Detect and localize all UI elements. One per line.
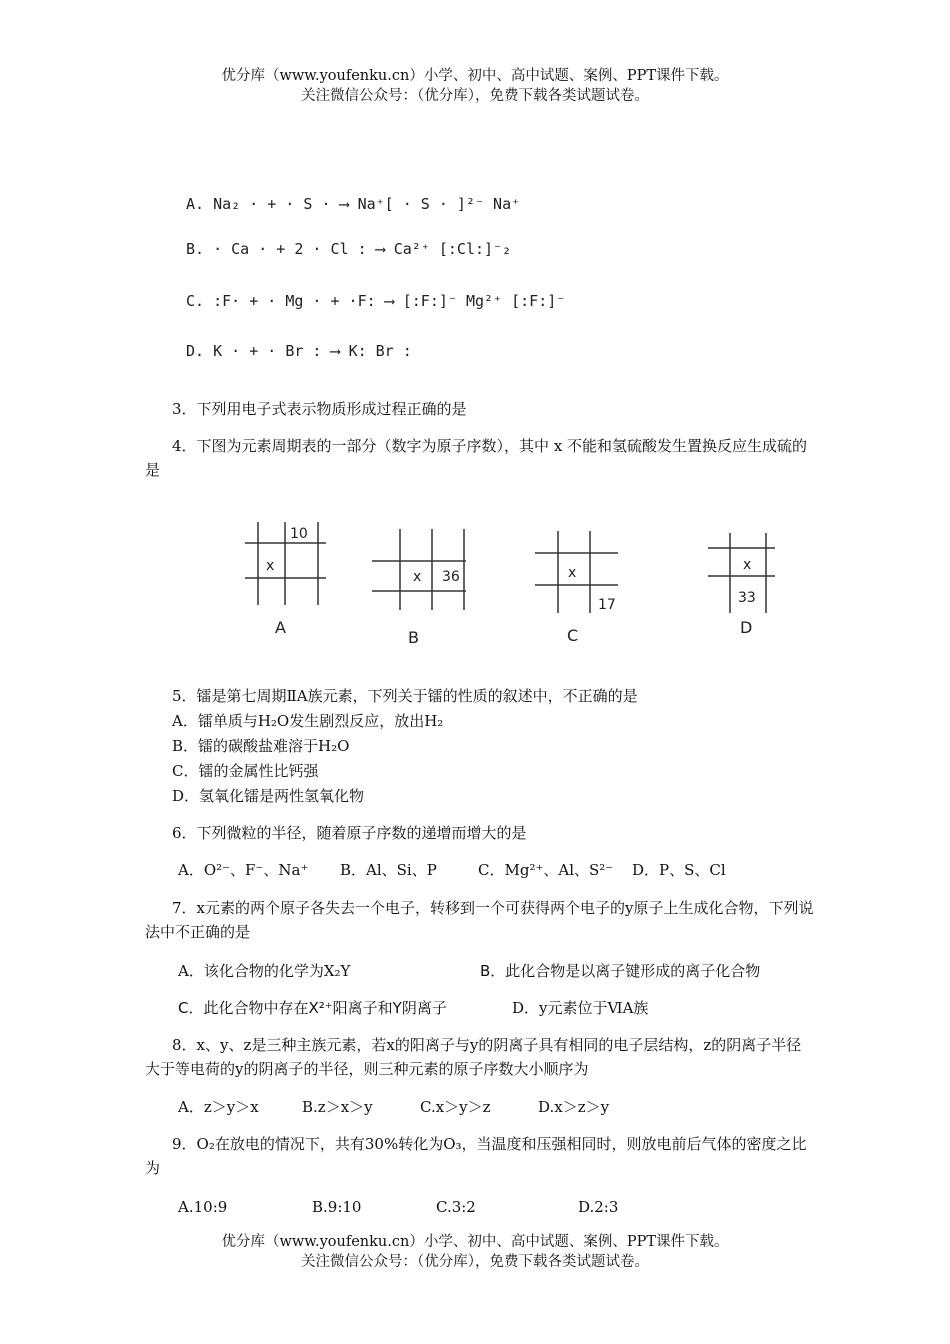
- question-3: 3．下列用电子式表示物质形成过程正确的是: [172, 400, 467, 418]
- question-7-option-a: A．该化合物的化学为X₂Y: [178, 962, 351, 980]
- arrow-icon: ⟶: [384, 292, 394, 310]
- table-b-x: x: [413, 569, 422, 585]
- question-9-option-a: A.10:9: [178, 1198, 228, 1216]
- question-5-option-d: D．氢氧化镭是两性氢氧化物: [172, 787, 365, 805]
- question-7-option-d: D．y元素位于ⅥA族: [512, 999, 649, 1017]
- question-8-option-a: A．z＞y＞x: [178, 1098, 259, 1116]
- ef-option-a: [186, 195, 520, 213]
- question-5-option-c: C．镭的金属性比钙强: [172, 762, 319, 780]
- question-5-option-b: B．镭的碳酸盐难溶于H₂O: [172, 737, 350, 755]
- question-8-stem: 8．x、y、z是三种主族元素，若x的阳离子与y的阴离子具有相同的电子层结构，z的阴离子半径大于等电荷的y的阴离子的半径，则三种元素的原子序数大小顺序为: [145, 1036, 802, 1078]
- question-6-option-c: C．Mg²⁺、Al、S²⁻: [478, 861, 614, 879]
- table-c-label: C: [567, 626, 579, 645]
- question-6-option-a: A．O²⁻、F⁻、Na⁺: [178, 861, 309, 879]
- ef-option-b: [186, 240, 511, 258]
- ef-c-lhs: :F· + · Mg · + ·F:: [213, 292, 376, 310]
- question-9-option-c: C.3:2: [436, 1198, 476, 1216]
- question-9-option-d: D.2:3: [578, 1198, 619, 1216]
- ef-a-label: A.: [186, 195, 205, 213]
- question-7-option-c: C．此化合物中存在X²⁺阳离子和Y阴离子: [178, 999, 447, 1017]
- ef-b-rhs: Ca²⁺ [:Cl:]⁻₂: [393, 240, 512, 258]
- table-d-label: D: [740, 618, 753, 637]
- table-b-num: 36: [442, 569, 460, 585]
- arrow-icon: ⟶: [339, 195, 349, 213]
- ef-c-label: C.: [186, 292, 205, 310]
- ef-d-label: D.: [186, 342, 205, 360]
- table-c-num: 17: [598, 597, 616, 613]
- question-8-option-d: D.x＞z＞y: [538, 1098, 610, 1116]
- question-7-stem: 7．x元素的两个原子各失去一个电子，转移到一个可获得两个电子的y原子上生成化合物，下列说法中不正确的是: [145, 899, 814, 941]
- page-header: [0, 66, 950, 106]
- question-9-stem: 9．O₂在放电的情况下，共有30%转化为O₃，当温度和压强相同时，则放电前后气体的密度之比为: [145, 1135, 807, 1177]
- question-8-option-c: C.x＞y＞z: [420, 1098, 491, 1116]
- ef-a-lhs: Na₂ · + · S ·: [213, 195, 331, 213]
- question-9-option-b: B.9:10: [312, 1198, 362, 1216]
- footer-line-2: 关注微信公众号：（优分库），免费下载各类试题试卷。: [301, 1254, 649, 1270]
- question-6-option-d: D．P、S、Cl: [632, 861, 726, 879]
- ef-b-lhs: · Ca · + 2 · Cl :: [213, 240, 367, 258]
- table-a-num: 10: [290, 526, 308, 542]
- arrow-icon: ⟶: [375, 240, 385, 258]
- table-a-label: A: [275, 618, 286, 637]
- ef-b-label: B.: [186, 240, 205, 258]
- table-d-x: x: [743, 557, 752, 573]
- question-6-stem: 6．下列微粒的半径，随着原子序数的递增而增大的是: [172, 824, 527, 842]
- ef-option-d: [186, 342, 412, 360]
- question-6-option-b: B．Al、Si、P: [340, 861, 437, 879]
- question-4: 4．下图为元素周期表的一部分（数字为原子序数），其中 x 不能和氢硫酸发生置换反应生成硫的是: [145, 437, 808, 479]
- table-b-label: B: [408, 628, 419, 647]
- question-5-option-a: A．镭单质与H₂O发生剧烈反应，放出H₂: [172, 712, 444, 730]
- periodic-table-figure: [230, 515, 790, 650]
- page-footer: [0, 1232, 950, 1272]
- ef-option-c: [186, 292, 565, 310]
- table-c-x: x: [568, 565, 577, 581]
- question-5-stem: 5．镭是第七周期ⅡA族元素，下列关于镭的性质的叙述中，不正确的是: [172, 687, 638, 705]
- footer-line-1: 优分库（www.youfenku.cn）小学、初中、高中试题、案例、PPT课件下载。: [221, 1234, 729, 1250]
- table-d-num: 33: [738, 590, 756, 606]
- question-7-option-b: B．此化合物是以离子键形成的离子化合物: [480, 962, 761, 980]
- header-line-2: 关注微信公众号：（优分库），免费下载各类试题试卷。: [301, 88, 649, 104]
- ef-d-lhs: K · + · Br :: [213, 342, 322, 360]
- arrow-icon: ⟶: [330, 342, 340, 360]
- ef-a-rhs: Na⁺[ · S · ]²⁻ Na⁺: [357, 195, 521, 213]
- header-line-1: 优分库（www.youfenku.cn）小学、初中、高中试题、案例、PPT课件下载。: [221, 68, 729, 84]
- ef-d-rhs: K: Br :: [348, 342, 412, 360]
- question-8-option-b: B.z＞x＞y: [302, 1098, 373, 1116]
- table-a-x: x: [266, 558, 275, 574]
- ef-c-rhs: [:F:]⁻ Mg²⁺ [:F:]⁻: [402, 292, 566, 310]
